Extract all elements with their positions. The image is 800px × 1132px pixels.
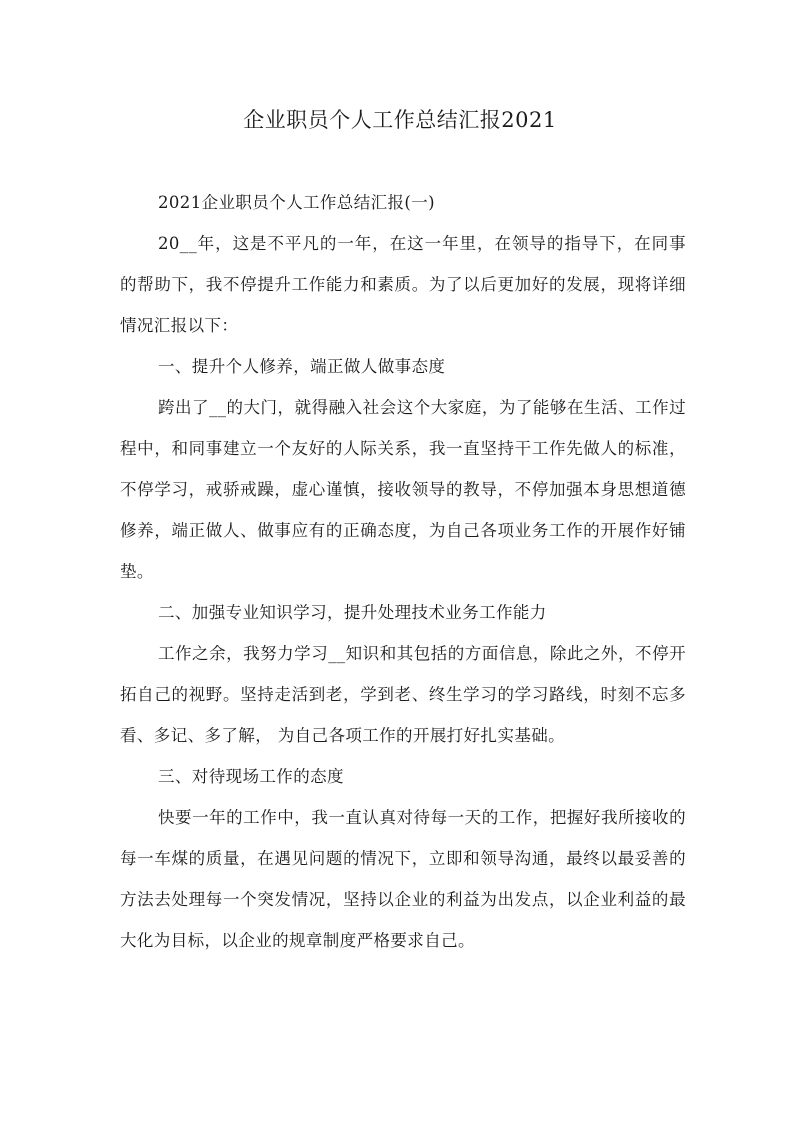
document-body <box>120 182 686 961</box>
subtitle-heading: 2021企业职员个人工作总结汇报(一) <box>158 193 435 212</box>
section-heading-2: 二、加强专业知识学习，提升处理技术业务工作能力 <box>158 603 547 622</box>
section-paragraph-1: 跨出了__的大门，就得融入社会这个大家庭，为了能够在生活、工作过程中，和同事建立一个友好的人际关系，我一直坚持干工作先做人的标准，不停学习，戒骄戒躁，虚心谨慎，接收领导的教导，不停加强本身思想道德修养，端正做人、做事应有的正确态度，为自己各项业务工作的开展作好铺垫。 <box>120 398 686 581</box>
intro-paragraph: 20__年，这是不平凡的一年，在这一年里，在领导的指导下，在同事的帮助下，我不停提升工作能力和素质。为了以后更加好的发展，现将详细情况汇报以下： <box>120 234 686 335</box>
document-title: 企业职员个人工作总结汇报2021 <box>243 108 557 132</box>
section-heading-3: 三、对待现场工作的态度 <box>158 767 344 786</box>
section-paragraph-3: 快要一年的工作中，我一直认真对待每一天的工作，把握好我所接收的每一车煤的质量，在遇见问题的情况下，立即和领导沟通，最终以最妥善的方法去处理每一个突发情况，坚持以企业的利益为出发点，以企业利益的最大化为目标，以企业的规章制度严格要求自己。 <box>120 808 686 950</box>
section-paragraph-2: 工作之余，我努力学习__知识和其包括的方面信息，除此之外，不停开拓自己的视野。坚持走活到老，学到老、终生学习的学习路线，时刻不忘多看、多记、多了解， 为自己各项工作的开展打好扎实基础。 <box>120 644 686 745</box>
section-heading-1: 一、提升个人修养，端正做人做事态度 <box>158 357 446 376</box>
